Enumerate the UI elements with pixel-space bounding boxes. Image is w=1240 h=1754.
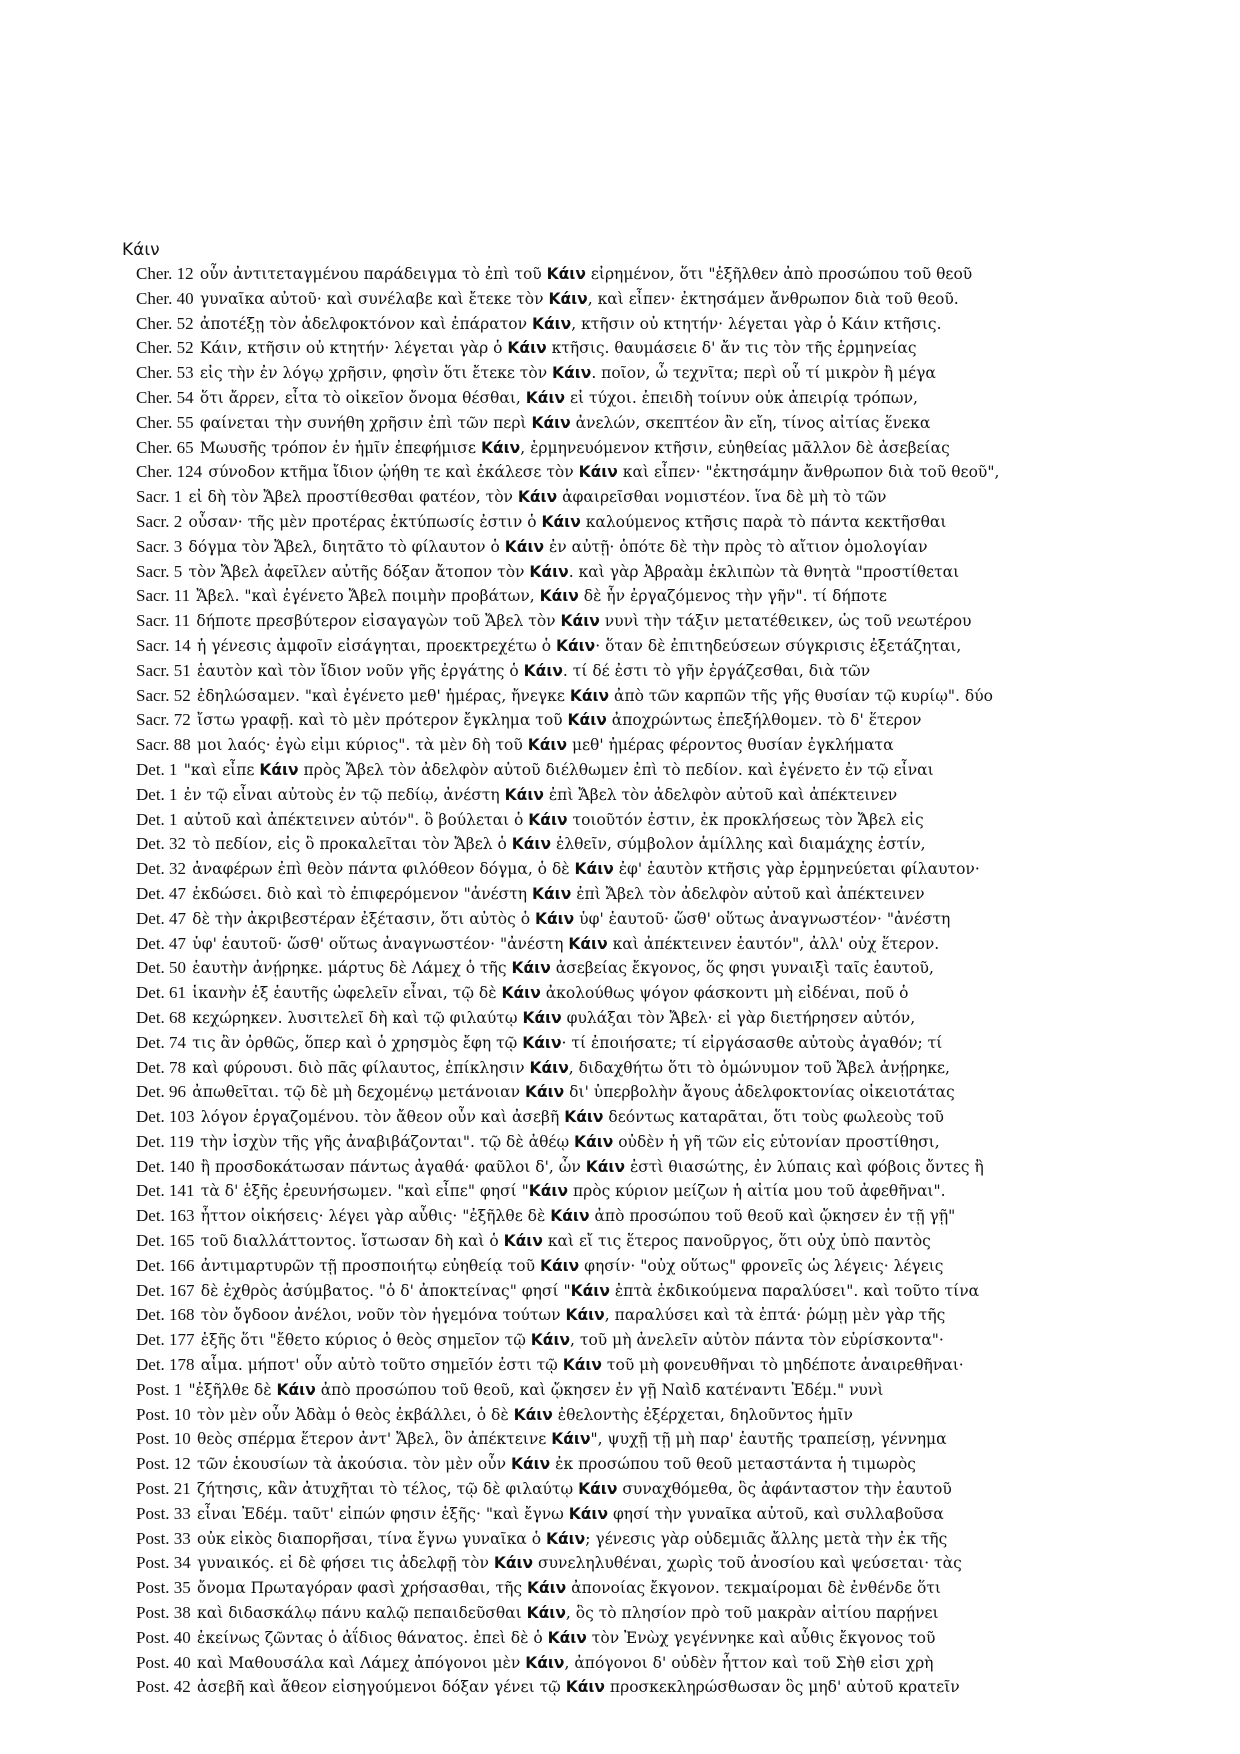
context-before: αἷμα. μήποτ' οὖν αὐτὸ τοῦτο σημεῖόν ἐστι τῷ [200, 1356, 563, 1375]
concordance-line [136, 535, 1136, 560]
keyword-highlight: Κάιν [511, 835, 552, 854]
context-before: οὖσαν· τῆς μὲν προτέρας ἐκτύπωσίς ἐστιν ὁ [188, 512, 542, 531]
context-before: ἢ προσδοκάτωσαν πάντως ἀγαθά· φαῦλοι δ', ὧν [200, 1157, 586, 1176]
context-before: Μωυσῆς τρόπον ἐν ἡμῖν ἐπεφήμισε [199, 438, 481, 457]
context-before: κεχώρηκεν. λυσιτελεῖ δὴ καὶ τῷ φιλαύτῳ [192, 1008, 523, 1027]
concordance-line [136, 361, 1136, 386]
context-before: τὸ πεδίον, εἰς ὃ προκαλεῖται τὸν Ἄβελ ὁ [192, 835, 512, 854]
line-reference: Sacr. 1 [136, 487, 187, 507]
context-before: οὐκ εἰκὸς διαπορῆσαι, τίνα ἔγνω γυναῖκα ὁ [197, 1529, 546, 1548]
line-reference: Det. 119 [136, 1131, 199, 1151]
context-before: καὶ Μαθουσάλα καὶ Λάμεχ ἀπόγονοι μὲν [197, 1653, 526, 1672]
concordance-line [136, 932, 1136, 957]
concordance-line [136, 708, 1136, 733]
keyword-highlight: Κάιν [522, 1033, 562, 1052]
concordance-list [136, 262, 1136, 1700]
context-before: ὑφ' ἑαυτοῦ· ὥσθ' οὕτως ἀναγνωστέον· "ἀνέστη [192, 934, 569, 953]
line-reference: Cher. 124 [136, 462, 207, 482]
context-after: ἐθελοντὴς ἐξέρχεται, δηλοῦντος ἡμῖν [552, 1405, 853, 1424]
context-before: δὲ ἐχθρὸς ἀσύμβατος. "ὁ δ' ἀποκτείνας" φησί " [200, 1281, 571, 1300]
context-before: "καὶ εἶπε [183, 760, 260, 779]
context-before: δήποτε πρεσβύτερον εἰσαγαγὼν τοῦ Ἄβελ τὸν [196, 612, 561, 631]
context-before: τοῦ διαλλάττοντος. ἴστωσαν δὴ καὶ ὁ [200, 1232, 504, 1251]
line-reference: Det. 1 [136, 759, 182, 779]
line-reference: Det. 78 [136, 1057, 191, 1077]
context-before: θεὸς σπέρμα ἕτερον ἀντ' Ἄβελ, ὃν ἀπέκτεινε [197, 1430, 552, 1449]
context-before: "ἐξῆλθε δὲ [188, 1380, 277, 1399]
concordance-line [136, 1031, 1136, 1056]
line-reference: Post. 21 [136, 1479, 196, 1499]
line-reference: Det. 32 [136, 859, 191, 879]
keyword-highlight: Κάιν [504, 537, 545, 556]
concordance-line [136, 1427, 1136, 1452]
keyword-highlight: Κάιν [578, 463, 618, 482]
keyword-highlight: Κάιν [527, 736, 568, 755]
keyword-highlight: Κάιν [532, 884, 572, 903]
context-before: Ἄβελ. "καὶ ἐγένετο Ἄβελ ποιμὴν προβάτων, [196, 587, 540, 606]
line-reference: Post. 33 [136, 1503, 196, 1523]
context-after: , ὃς τὸ πλησίον πρὸ τοῦ μακρὰν αἰτίου παρῄνει [565, 1604, 939, 1623]
context-after: οὐδὲν ἡ γῆ τῶν εἰς εὐτονίαν προστίθησι, [613, 1132, 940, 1151]
context-before: εἶναι Ἐδέμ. ταῦτ' εἰπών φησιν ἑξῆς· "καὶ ἔγνω [197, 1504, 569, 1523]
concordance-line [136, 287, 1136, 312]
keyword-highlight: Κάιν [523, 661, 563, 680]
line-reference: Sacr. 11 [136, 586, 195, 606]
keyword-highlight: Κάιν [480, 438, 521, 457]
concordance-line [136, 1675, 1136, 1700]
context-before: καὶ διδασκάλῳ πάνυ καλῷ πεπαιδεῦσθαι [197, 1604, 527, 1623]
line-reference: Det. 1 [136, 784, 182, 804]
line-reference: Cher. 52 [136, 313, 198, 333]
concordance-line [136, 1353, 1136, 1378]
context-before: Κάιν, κτῆσιν οὐ κτητήν· λέγεται γὰρ ὁ [199, 339, 508, 358]
keyword-highlight: Κάιν [530, 1331, 571, 1350]
line-reference: Sacr. 2 [136, 511, 187, 531]
context-before: σύνοδον κτῆμα ἴδιον ᾠήθη τε καὶ ἐκάλεσε τὸν [208, 463, 579, 482]
context-before: οὖν ἀντιτεταγμένου παράδειγμα τὸ ἐπὶ τοῦ [199, 265, 547, 283]
keyword-highlight: Κάιν [569, 686, 610, 705]
concordance-line [136, 386, 1136, 411]
keyword-highlight: Κάιν [513, 1405, 553, 1424]
context-after: ἀφαιρεῖσθαι νομιστέον. ἵνα δὲ μὴ τὸ τῶν [557, 488, 887, 507]
context-before: τὴν ἰσχὺν τῆς γῆς ἀναβιβάζονται". τῷ δὲ ἀθέῳ [200, 1132, 575, 1151]
concordance-line [136, 262, 1136, 287]
line-reference: Det. 167 [136, 1280, 199, 1300]
context-after: ἐλθεῖν, σύμβολον ἁμίλλης καὶ διαμάχης ἐστίν, [551, 835, 926, 854]
concordance-line [136, 1527, 1136, 1552]
context-after: δεόντως καταρᾶται, ὅτι τοὺς φωλεοὺς τοῦ [603, 1108, 944, 1127]
context-before: ἑαυτὸν καὶ τὸν ἴδιον νοῦν γῆς ἐργάτης ὁ [197, 661, 524, 680]
context-before: μοι λαός· ἐγὼ εἰμι κύριος". τὰ μὲν δὴ τοῦ [197, 736, 528, 755]
keyword-highlight: Κάιν [507, 339, 547, 358]
keyword-highlight: Κάιν [578, 1480, 618, 1499]
line-reference: Post. 34 [136, 1553, 196, 1573]
context-after: νυνὶ τὴν τάξιν μετατέθεικεν, ὡς τοῦ νεωτέρου [599, 612, 972, 631]
context-after: ἀπὸ τῶν καρπῶν τῆς γῆς θυσίαν τῷ κυρίῳ". δύο [609, 686, 993, 705]
context-after: καλούμενος κτῆσις παρὰ τὸ πάντα κεκτῆσθαι [580, 512, 947, 531]
line-reference: Det. 163 [136, 1206, 199, 1226]
keyword-highlight: Κάιν [510, 1455, 551, 1474]
keyword-highlight: Κάιν [531, 314, 572, 333]
line-reference: Det. 166 [136, 1255, 199, 1275]
concordance-line [136, 981, 1136, 1006]
concordance-line [136, 1502, 1136, 1527]
context-before: γυναῖκα αὐτοῦ· καὶ συνέλαβε καὶ ἔτεκε τὸν [199, 289, 549, 308]
concordance-line [136, 733, 1136, 758]
context-after: κτῆσις. θαυμάσειε δ' ἄν τις τὸν τῆς ἑρμηνείας [546, 339, 917, 358]
concordance-line [136, 510, 1136, 535]
context-after: καὶ εἶπεν· "ἐκτησάμην ἄνθρωπον διὰ τοῦ θεοῦ", [617, 463, 1000, 482]
context-after: . τί δέ ἐστι τὸ γῆν ἐργάζεσθαι, διὰ τῶν [562, 661, 871, 680]
concordance-line [136, 485, 1136, 510]
concordance-line [136, 1576, 1136, 1601]
context-after: ἐπὶ Ἄβελ τὸν ἀδελφὸν αὐτοῦ καὶ ἀπέκτεινεν [571, 884, 925, 903]
line-reference: Post. 10 [136, 1404, 196, 1424]
line-reference: Post. 10 [136, 1429, 196, 1449]
context-after: φησί τὴν γυναῖκα αὐτοῦ, καὶ συλλαβοῦσα [608, 1504, 944, 1523]
context-after: ἀσεβείας ἔκγονος, ὅς φησι γυναιξὶ ταῖς ἑαυτοῦ, [550, 959, 934, 978]
concordance-line [136, 1254, 1136, 1279]
context-before: λόγον ἐργαζομένου. τὸν ἄθεον οὖν καὶ ἀσεβῆ [200, 1108, 565, 1127]
line-reference: Cher. 65 [136, 437, 198, 457]
keyword-highlight: Κάιν [552, 364, 592, 383]
keyword-highlight: Κάιν [529, 1058, 569, 1077]
context-after: . ποῖον, ὦ τεχνῖτα; περὶ οὗ τί μικρὸν ἢ μέγα [591, 364, 936, 383]
keyword-highlight: Κάιν [551, 1430, 591, 1449]
context-before: τὸν ὄγδοον ἀνέλοι, νοῦν τὸν ἡγεμόνα τούτων [200, 1306, 566, 1325]
concordance-line [136, 1403, 1136, 1428]
line-reference: Det. 47 [136, 908, 191, 928]
keyword-highlight: Κάιν [528, 810, 568, 829]
line-reference: Cher. 55 [136, 412, 198, 432]
context-after: ἐκ προσώπου τοῦ θεοῦ μεταστάντα ἡ τιμωρὸς [550, 1455, 916, 1474]
line-reference: Cher. 12 [136, 264, 198, 283]
line-reference: Post. 12 [136, 1454, 196, 1474]
line-reference: Det. 177 [136, 1330, 199, 1350]
keyword-highlight: Κάιν [568, 1504, 609, 1523]
keyword-highlight: Κάιν [560, 612, 600, 631]
keyword-highlight: Κάιν [511, 959, 551, 978]
concordance-line [136, 312, 1136, 337]
line-reference: Post. 35 [136, 1578, 196, 1598]
context-after: ἀπονοίας ἔκγονον. τεκμαίρομαι δὲ ἐνθένδε ὅτι [566, 1579, 941, 1598]
concordance-line [136, 1130, 1136, 1155]
concordance-line [136, 907, 1136, 932]
line-reference: Det. 141 [136, 1181, 199, 1201]
concordance-line [136, 1105, 1136, 1130]
keyword-highlight: Κάιν [524, 1083, 565, 1102]
concordance-line [136, 783, 1136, 808]
keyword-highlight: Κάιν [276, 1380, 316, 1399]
concordance-line [136, 1551, 1136, 1576]
context-before: αὐτοῦ καὶ ἀπέκτεινεν αὐτόν". ὃ βούλεται ὁ [183, 810, 529, 829]
keyword-highlight: Κάιν [555, 636, 596, 655]
context-before: ἱκανὴν ἐξ ἑαυτῆς ὠφελεῖν εἶναι, τῷ δὲ [192, 984, 502, 1003]
context-before: ἑαυτὴν ἀνῄρηκε. μάρτυς δὲ Λάμεχ ὁ τῆς [192, 959, 512, 978]
context-before: γυναικός. εἰ δὲ φήσει τις ἀδελφῇ τὸν [197, 1554, 494, 1573]
context-before: ἧττον οἰκήσεις· λέγει γὰρ αὖθις· "ἐξῆλθε δὲ [200, 1207, 551, 1226]
line-reference: Det. 1 [136, 809, 182, 829]
line-reference: Sacr. 52 [136, 685, 196, 705]
keyword-highlight: Κάιν [528, 1182, 569, 1201]
line-reference: Sacr. 88 [136, 735, 196, 755]
keyword-highlight: Κάιν [570, 1281, 610, 1300]
keyword-highlight: Κάιν [541, 512, 581, 531]
context-before: ἴστω γραφῇ. καὶ τὸ μὲν πρότερον ἔγκλημα τοῦ [197, 711, 568, 730]
line-reference: Det. 103 [136, 1107, 199, 1127]
line-reference: Det. 140 [136, 1156, 199, 1176]
context-before: τὰ δ' ἑξῆς ἐρευνήσωμεν. "καὶ εἶπε" φησί " [200, 1182, 529, 1201]
context-after: πρὸς Ἄβελ τὸν ἀδελφὸν αὐτοῦ διέλθωμεν ἐπὶ τὸ πεδίον. καὶ ἐγένετο ἐν τῷ εἶναι [298, 760, 934, 779]
context-after: μεθ' ἡμέρας φέροντος θυσίαν ἐγκλήματα [567, 736, 894, 755]
context-before: ἐκδώσει. διὸ καὶ τὸ ἐπιφερόμενον "ἀνέστη [192, 884, 533, 903]
context-after: ἀπὸ προσώπου τοῦ θεοῦ καὶ ᾤκησεν ἐν τῇ γῇ" [589, 1207, 956, 1226]
line-reference: Det. 32 [136, 834, 191, 854]
keyword-highlight: Κάιν [565, 1306, 605, 1325]
context-before: εἰς τὴν ἐν λόγῳ χρῆσιν, φησὶν ὅτι ἔτεκε τὸν [199, 364, 553, 383]
concordance-line [136, 609, 1136, 634]
context-after: , καὶ εἶπεν· ἐκτησάμεν ἄνθρωπον διὰ τοῦ θεοῦ. [587, 289, 959, 308]
concordance-line [136, 634, 1136, 659]
concordance-line [136, 1651, 1136, 1676]
context-before: ζήτησις, κἂν ἀτυχῆται τὸ τέλος, τῷ δὲ φιλαύτῳ [197, 1480, 579, 1499]
concordance-line [136, 1006, 1136, 1031]
context-before: καὶ φύρουσι. διὸ πᾶς φίλαυτος, ἐπίκλησιν [192, 1058, 530, 1077]
context-after: ὑφ' ἑαυτοῦ· ὥσθ' οὕτως ἀναγνωστέον· "ἀνέστη [574, 909, 951, 928]
keyword-highlight: Κάιν [504, 785, 544, 804]
concordance-line [136, 1056, 1136, 1081]
keyword-highlight: Κάιν [539, 1256, 580, 1275]
concordance-line [136, 1155, 1136, 1180]
keyword-highlight: Κάιν [545, 1529, 586, 1548]
context-before: ἀσεβῆ καὶ ἄθεον εἰσηγούμενοι δόξαν γένει τῷ [197, 1678, 566, 1697]
context-before: εἰ δὴ τὸν Ἄβελ προστίθεσθαι φατέον, τὸν [188, 488, 518, 507]
context-after: εἰρημένον, ὅτι "ἐξῆλθεν ἀπὸ προσώπου τοῦ θεοῦ [585, 265, 973, 283]
context-before: τις ἂν ὀρθῶς, ὅπερ καὶ ὁ χρησμὸς ἔφη τῷ [192, 1033, 523, 1052]
line-reference: Sacr. 51 [136, 660, 196, 680]
concordance-line [136, 882, 1136, 907]
context-after: δι' ὑπερβολὴν ἄγους ἀδελφοκτονίας οἰκειοτάτας [564, 1083, 955, 1102]
line-reference: Sacr. 11 [136, 611, 195, 631]
keyword-highlight: Κάιν [501, 984, 541, 1003]
line-reference: Cher. 52 [136, 338, 198, 358]
context-before: δὲ τὴν ἀκριβεστέραν ἐξέτασιν, ὅτι αὐτὸς ὁ [192, 909, 535, 928]
context-after: ἀνελών, σκεπτέον ἂν εἴη, τίνος αἰτίας ἕνεκα [570, 413, 931, 432]
context-after: τοῦ μὴ φονευθῆναι τὸ μηδέποτε ἀναιρεθῆναι· [601, 1356, 964, 1375]
context-after: ἑπτὰ ἐκδικούμενα παραλύσει". καὶ τοῦτο τίνα [609, 1281, 980, 1300]
context-after: ἐπὶ Ἄβελ τὸν ἀδελφὸν αὐτοῦ καὶ ἀπέκτεινεν [543, 785, 898, 804]
keyword-highlight: Κάιν [525, 388, 566, 407]
concordance-line [136, 956, 1136, 981]
context-after: πρὸς κύριον μείζων ἡ αἰτία μου τοῦ ἀφεθῆναι". [568, 1182, 946, 1201]
keyword-highlight: Κάιν [585, 1157, 626, 1176]
line-reference: Post. 38 [136, 1603, 196, 1623]
keyword-highlight: Κάιν [526, 1579, 567, 1598]
line-reference: Det. 61 [136, 983, 191, 1003]
line-reference: Post. 40 [136, 1627, 196, 1647]
context-before: τὸν Ἄβελ ἀφεῖλεν αὐτῆς δόξαν ἄτοπον τὸν [188, 562, 530, 581]
concordance-line [136, 560, 1136, 585]
context-after: συναχθόμεθα, ὃς ἀφάνταστον τὴν ἑαυτοῦ [617, 1480, 952, 1499]
line-reference: Det. 68 [136, 1007, 191, 1027]
context-before: ἡ γένεσις ἀμφοῖν εἰσάγηται, προεκτρεχέτω ὁ [197, 636, 556, 655]
keyword-highlight: Κάιν [522, 1008, 562, 1027]
line-reference: Cher. 54 [136, 387, 198, 407]
concordance-line [136, 1601, 1136, 1626]
keyword-highlight: Κάιν [531, 413, 571, 432]
context-before: ἐν τῷ εἶναι αὐτοὺς ἐν τῷ πεδίῳ, ἀνέστη [183, 785, 505, 804]
context-after: τοιοῦτόν ἐστιν, ἐκ προκλήσεως τὸν Ἄβελ εἰς [567, 810, 924, 829]
keyword-highlight: Κάιν [568, 934, 608, 953]
keyword-highlight: Κάιν [259, 760, 299, 779]
concordance-line [136, 1303, 1136, 1328]
line-reference: Sacr. 5 [136, 561, 187, 581]
keyword-highlight: Κάιν [525, 1653, 565, 1672]
keyword-highlight: Κάιν [503, 1232, 543, 1251]
context-after: ἀπὸ προσώπου τοῦ θεοῦ, καὶ ᾤκησεν ἐν γῇ Ναὶδ κατέναντι Ἐδέμ." νυνὶ [315, 1380, 884, 1399]
concordance-line [136, 584, 1136, 609]
context-after: ἀκολούθως ψόγον φάσκοντι μὴ εἰδέναι, ποῦ ὁ [540, 984, 909, 1003]
keyword-highlight: Κάιν [546, 265, 586, 283]
line-reference: Det. 165 [136, 1231, 199, 1251]
concordance-line [136, 1229, 1136, 1254]
context-after: ἐφ' ἑαυτὸν κτῆσις γὰρ ἑρμηνεύεται φίλαυτον· [613, 860, 980, 879]
concordance-line [136, 1204, 1136, 1229]
context-after: ", ψυχῇ τῇ μὴ παρ' ἑαυτῆς τραπείσῃ, γέννημα [590, 1430, 947, 1449]
line-reference: Sacr. 14 [136, 635, 196, 655]
line-reference: Post. 33 [136, 1528, 196, 1548]
line-reference: Sacr. 3 [136, 536, 187, 556]
headword: Κάιν [122, 240, 160, 260]
context-before: ὄνομα Πρωταγόραν φασὶ χρήσασθαι, τῆς [197, 1579, 527, 1598]
concordance-line [136, 1477, 1136, 1502]
keyword-highlight: Κάιν [574, 860, 614, 879]
context-after: ; γένεσις γὰρ οὐδεμιᾶς ἄλλης μετὰ τὴν ἐκ τῆς [585, 1529, 948, 1548]
concordance-line [136, 1179, 1136, 1204]
line-reference: Det. 168 [136, 1305, 199, 1325]
concordance-line [136, 659, 1136, 684]
context-after: συνεληλυθέναι, χωρὶς τοῦ ἀνοσίου καὶ ψεύσεται· τὰς [533, 1554, 962, 1573]
line-reference: Det. 47 [136, 883, 191, 903]
line-reference: Det. 74 [136, 1032, 191, 1052]
keyword-highlight: Κάιν [548, 289, 588, 308]
context-before: φαίνεται τὴν συνήθη χρῆσιν ἐπὶ τῶν περὶ [199, 413, 532, 432]
keyword-highlight: Κάιν [567, 711, 607, 730]
keyword-highlight: Κάιν [574, 1132, 614, 1151]
context-after: προσκεκληρώσθωσαν ὃς μηδ' αὐτοῦ κρατεῖν [605, 1678, 960, 1697]
context-after: , ἀπόγονοι δ' οὐδὲν ἧττον καὶ τοῦ Σὴθ εἰσι χρὴ [564, 1653, 934, 1672]
context-before: ἀντιμαρτυρῶν τῇ προσποιήτῳ εὐηθείᾳ τοῦ [200, 1256, 540, 1275]
keyword-highlight: Κάιν [547, 1628, 587, 1647]
keyword-highlight: Κάιν [534, 909, 575, 928]
concordance-line [136, 758, 1136, 783]
concordance-line [136, 832, 1136, 857]
concordance-line [136, 808, 1136, 833]
concordance-line [136, 436, 1136, 461]
context-before: ἐκείνως ζῶντας ὁ ἀΐδιος θάνατος. ἐπεὶ δὲ ὁ [197, 1628, 548, 1647]
keyword-highlight: Κάιν [529, 562, 569, 581]
line-reference: Post. 42 [136, 1677, 196, 1697]
keyword-highlight: Κάιν [493, 1554, 534, 1573]
line-reference: Post. 40 [136, 1652, 196, 1672]
context-before: τῶν ἑκουσίων τὰ ἀκούσια. τὸν μὲν οὖν [197, 1455, 511, 1474]
context-after: καὶ εἴ τις ἕτερος πανοῦργος, ὅτι οὐχ ὑπὸ παντὸς [542, 1232, 931, 1251]
concordance-line [136, 460, 1136, 485]
concordance-line [136, 1080, 1136, 1105]
context-after: εἰ τύχοι. ἐπειδὴ τοίνυν οὐκ ἀπειρίᾳ τρόπων, [565, 388, 918, 407]
context-after: · ὅταν δὲ ἐπιτηδεύσεων σύγκρισις ἐξετάζηται, [595, 636, 962, 655]
line-reference: Det. 96 [136, 1082, 191, 1102]
concordance-line [136, 857, 1136, 882]
line-reference: Cher. 53 [136, 363, 198, 383]
concordance-line [136, 684, 1136, 709]
context-after: , διδαχθήτω ὅτι τὸ ὁμώνυμον τοῦ Ἄβελ ἀνῄρηκε, [568, 1058, 950, 1077]
context-before: ὅτι ἄρρεν, εἶτα τὸ οἰκεῖον ὄνομα θέσθαι, [199, 388, 526, 407]
context-after: φυλάξαι τὸν Ἄβελ· εἰ γὰρ διετήρησεν αὐτόν, [561, 1008, 916, 1027]
concordance-line [136, 411, 1136, 436]
concordance-line [136, 336, 1136, 361]
line-reference: Det. 178 [136, 1355, 199, 1375]
context-after: ἐν αὐτῇ· ὁπότε δὲ τὴν πρὸς τὸ αἴτιον ὁμολογίαν [544, 537, 928, 556]
context-after: . καὶ γὰρ Ἀβραὰμ ἐκλιπὼν τὰ θνητὰ "προστίθεται [568, 562, 960, 581]
concordance-line [136, 1378, 1136, 1403]
context-after: · τί ἐποιήσατε; τί εἰργάσασθε αὐτοὺς ἀγαθόν; τί [561, 1033, 943, 1052]
keyword-highlight: Κάιν [550, 1207, 590, 1226]
line-reference: Det. 50 [136, 958, 191, 978]
context-after: ἀποχρώντως ἐπεξήλθομεν. τὸ δ' ἕτερον [606, 711, 922, 730]
concordance-line [136, 1328, 1136, 1353]
keyword-highlight: Κάιν [539, 587, 579, 606]
context-after: φησίν· "οὐχ οὕτως" φρονεῖς ὡς λέγεις· λέγεις [579, 1256, 944, 1275]
context-after: , τοῦ μὴ ἀνελεῖν αὐτὸν πάντα τὸν εὑρίσκοντα"· [570, 1331, 944, 1350]
context-before: ἑξῆς ὅτι "ἔθετο κύριος ὁ θεὸς σημεῖον τῷ [200, 1331, 531, 1350]
context-before: ἐδηλώσαμεν. "καὶ ἐγένετο μεθ' ἡμέρας, ἤνεγκε [197, 686, 570, 705]
context-after: , παραλύσει καὶ τὰ ἑπτά· ῥώμῃ μὲν γὰρ τῆς [604, 1306, 946, 1325]
context-after: , ἑρμηνευόμενον κτῆσιν, εὐηθείας μᾶλλον δὲ ἀσεβείας [520, 438, 950, 457]
line-reference: Det. 47 [136, 933, 191, 953]
concordance-line [136, 1626, 1136, 1651]
line-reference: Post. 1 [136, 1379, 187, 1399]
context-before: ἀποτέξῃ τὸν ἀδελφοκτόνον καὶ ἐπάρατον [199, 314, 532, 333]
concordance-line [136, 1452, 1136, 1477]
keyword-highlight: Κάιν [565, 1678, 605, 1697]
keyword-highlight: Κάιν [562, 1356, 602, 1375]
context-after: , κτῆσιν οὐ κτητήν· λέγεται γὰρ ὁ Κάιν κτῆσις. [571, 314, 942, 333]
context-after: ἐστὶ θιασώτης, ἐν λύπαις καὶ φόβοις ὄντες ἢ [625, 1157, 984, 1176]
context-after: δὲ ἦν ἐργαζόμενος τὴν γῆν". τί δήποτε [578, 587, 887, 606]
context-after: τὸν Ἐνὼχ γεγέννηκε καὶ αὖθις ἔκγονος τοῦ [586, 1628, 936, 1647]
concordance-line [136, 1279, 1136, 1304]
line-reference: Sacr. 72 [136, 710, 196, 730]
keyword-highlight: Κάιν [564, 1108, 604, 1127]
context-before: τὸν μὲν οὖν Ἀδὰμ ὁ θεὸς ἐκβάλλει, ὁ δὲ [197, 1405, 514, 1424]
context-before: ἀναφέρων ἐπὶ θεὸν πάντα φιλόθεον δόγμα, ὁ δὲ [192, 860, 575, 879]
line-reference: Cher. 40 [136, 288, 198, 308]
keyword-highlight: Κάιν [517, 488, 558, 507]
context-before: δόγμα τὸν Ἄβελ, διητᾶτο τὸ φίλαυτον ὁ [188, 537, 505, 556]
keyword-highlight: Κάιν [526, 1604, 566, 1623]
context-after: καὶ ἀπέκτεινεν ἑαυτόν", ἀλλ' οὐχ ἕτερον. [607, 934, 940, 953]
context-before: ἀπωθεῖται. τῷ δὲ μὴ δεχομένῳ μετάνοιαν [192, 1083, 525, 1102]
